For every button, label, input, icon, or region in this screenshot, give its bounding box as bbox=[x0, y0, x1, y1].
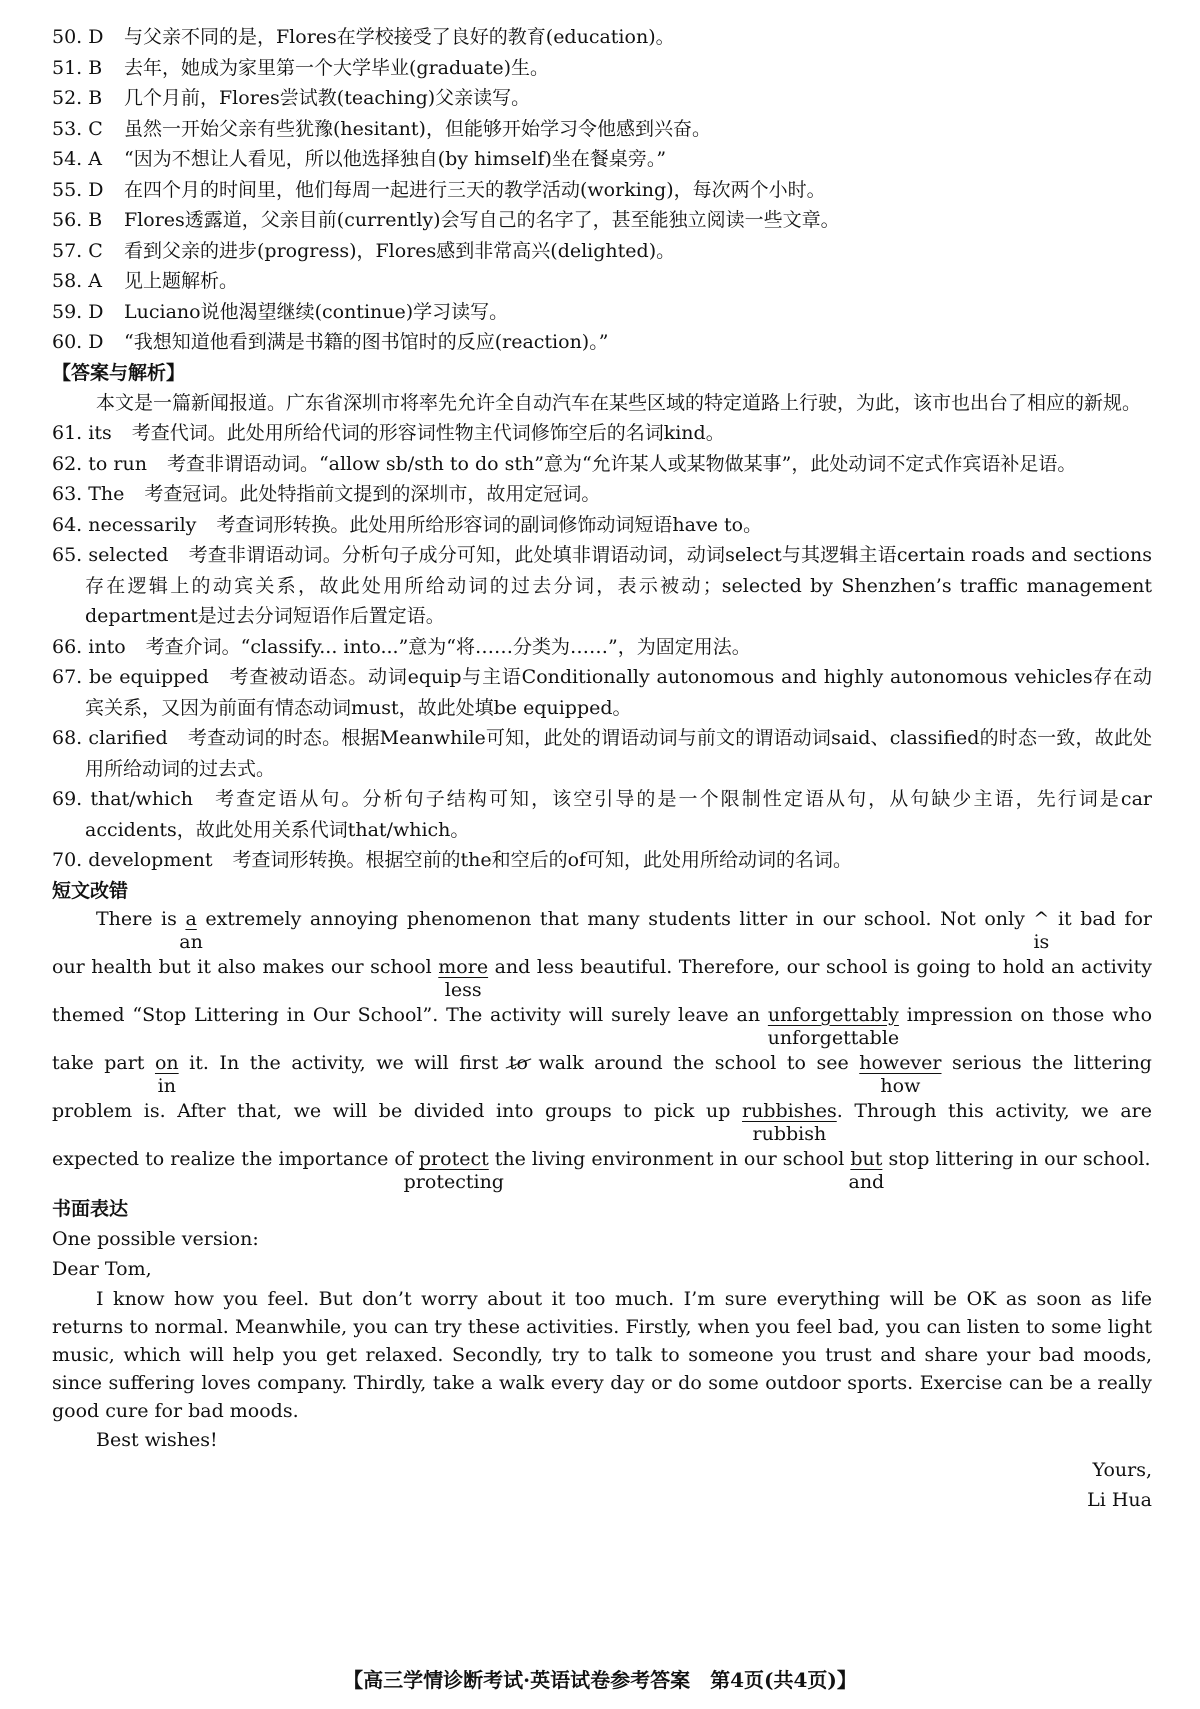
passage-text: extremely annoying phenomenon that many students litter in our school. Not only bbox=[205, 907, 1025, 930]
passage-text: serious the littering bbox=[952, 1051, 1152, 1074]
answer-item bbox=[52, 784, 1152, 845]
passage-text: the living environment in our school bbox=[494, 1147, 845, 1170]
answer-row bbox=[52, 114, 1152, 145]
answer-item bbox=[52, 540, 1152, 632]
answer-item bbox=[52, 510, 1152, 541]
error-correction-section bbox=[52, 876, 1152, 1194]
answer-item bbox=[52, 449, 1152, 480]
answer-tag: 65. selected bbox=[52, 544, 169, 566]
letter-body: I know how you feel. But don’t worry about it too much. I’m sure everything will be OK as soon as life returns to normal. Meanwhile, you can try these activities. Firstly, when you feel bad, you can listen to some light music, which will help you get relaxed. Secondly, try to talk to someone you trust and share your bad moods, since suffering loves company. Thirdly, take a walk every day or do some outdoor sports. Exercise can be a really good cure for bad moods. bbox=[52, 1287, 1152, 1422]
passage-text: and less beautiful. Therefore, our school is going to hold an activity bbox=[494, 955, 1153, 978]
answer-row bbox=[52, 266, 1152, 297]
passage-intro: 本文是一篇新闻报道。广东省深圳市将率先允许全自动汽车在某些区域的特定道路上行驶，为此，该市也出台了相应的新规。 bbox=[96, 391, 1142, 414]
error-word bbox=[859, 1050, 942, 1097]
letter-greeting: Dear Tom, bbox=[52, 1258, 152, 1280]
correction-word: in bbox=[157, 1074, 176, 1097]
answer-row bbox=[52, 327, 1152, 358]
answer-item bbox=[52, 662, 1152, 723]
correction-word: less bbox=[444, 978, 482, 1001]
error-word-text: but bbox=[850, 1147, 883, 1170]
answer-explanation: 看到父亲的进步(progress)，Flores感到非常高兴(delighted)。 bbox=[124, 239, 676, 262]
page-footer: 【高三学情诊断考试·英语试卷参考答案 第4页(共4页)】 bbox=[343, 1668, 857, 1692]
passage-text: our health but it also makes our school bbox=[52, 955, 432, 978]
passage-text: it bad for bbox=[1057, 907, 1152, 930]
correction-word: an bbox=[179, 930, 203, 953]
answer-row bbox=[52, 53, 1152, 84]
passage-text: There is bbox=[96, 907, 177, 930]
answer-number: 56. B bbox=[52, 209, 103, 231]
error-word-text: a bbox=[185, 907, 197, 930]
letter-closing: Best wishes! bbox=[96, 1428, 218, 1451]
answer-explanation: 考查定语从句。分析句子结构可知，该空引导的是一个限制性定语从句，从句缺少主语，先行词是car accidents，故此处用关系代词that/which。 bbox=[85, 788, 1152, 841]
answer-tag: 64. necessarily bbox=[52, 513, 197, 536]
answer-number: 58. A bbox=[52, 270, 102, 292]
answer-explanation: 考查非谓语动词。分析句子成分可知，此处填非谓语动词，动词select与其逻辑主语certain roads and sections存在逻辑上的动宾关系，故此处用所给动词的过去分词，表示被动；selected by Shenzhen’s traffic management department是过去分词短语作后置定语。 bbox=[85, 544, 1152, 627]
insert-caret bbox=[1033, 906, 1050, 953]
correction-word: and bbox=[848, 1170, 885, 1193]
answer-tag: 69. that/which bbox=[52, 788, 194, 810]
answer-explanation: 考查非谓语动词。“allow sb/sth to do sth”意为“允许某人或某物做某事”，此处动词不定式作宾语补足语。 bbox=[166, 452, 1077, 475]
answer-explanation: 见上题解析。 bbox=[124, 270, 239, 292]
answer-explanation: 考查代词。此处用所给代词的形容词性物主代词修饰空后的名词kind。 bbox=[131, 422, 725, 444]
correction-line bbox=[52, 906, 1152, 953]
answer-explanation: 在四个月的时间里，他们每周一起进行三天的教学活动(working)，每次两个小时。 bbox=[124, 178, 826, 201]
answer-number: 55. D bbox=[52, 178, 104, 201]
correction-word: rubbish bbox=[752, 1122, 827, 1145]
error-word-text: rubbishes bbox=[742, 1099, 837, 1122]
correction-line bbox=[52, 1002, 1153, 1049]
answer-row bbox=[52, 22, 1152, 53]
answer-explanation: 考查被动语态。动词equip与主语Conditionally autonomous and highly autonomous vehicles存在动宾关系，又因为前面有情态动词must，故此处填be equipped。 bbox=[85, 666, 1152, 719]
answer-explanation: 考查冠词。此处特指前文提到的深圳市，故用定冠词。 bbox=[144, 483, 601, 505]
answer-number: 57. C bbox=[52, 239, 103, 262]
error-word-text: more bbox=[438, 955, 489, 978]
section-heading: 书面表达 bbox=[52, 1197, 129, 1220]
answer-row bbox=[52, 83, 1152, 114]
passage-text: take part bbox=[52, 1051, 145, 1074]
answer-tag: 61. its bbox=[52, 422, 112, 444]
error-word bbox=[438, 954, 489, 1001]
answer-tag: 67. be equipped bbox=[52, 666, 209, 688]
answer-explanation: 考查介词。“classify... into...”意为“将……分类为……”，为固定用法。 bbox=[145, 635, 751, 658]
passage-text: it. In the activity, we will first bbox=[189, 1051, 499, 1074]
answer-row bbox=[52, 175, 1152, 206]
correction-word: is bbox=[1033, 930, 1050, 953]
correction-word: protecting bbox=[403, 1170, 504, 1193]
error-word bbox=[154, 1050, 179, 1097]
correction-line bbox=[52, 1098, 1152, 1145]
answer-number: 54. A bbox=[52, 148, 102, 170]
error-word-text: on bbox=[154, 1051, 179, 1074]
passage-text: stop littering in our school. bbox=[888, 1147, 1151, 1170]
page-content bbox=[52, 22, 1152, 1515]
error-word-text: unforgettably bbox=[767, 1003, 899, 1026]
correction-line bbox=[52, 1050, 1152, 1097]
answers-61-70 bbox=[52, 358, 1152, 876]
section-heading: 短文改错 bbox=[52, 879, 129, 902]
answer-explanation: 考查动词的时态。根据Meanwhile可知，此处的谓语动词与前文的谓语动词said、classified的时态一致，故此处用所给动词的过去式。 bbox=[85, 727, 1152, 780]
answer-tag: 70. development bbox=[52, 849, 213, 871]
answer-row bbox=[52, 297, 1152, 328]
answer-row bbox=[52, 236, 1152, 267]
answer-explanation: “我想知道他看到满是书籍的图书馆时的反应(reaction)。” bbox=[124, 331, 609, 353]
version-label: One possible version: bbox=[52, 1227, 259, 1250]
answer-explanation: 考查词形转换。根据空前的the和空后的of可知，此处用所给动词的名词。 bbox=[232, 849, 853, 871]
answer-number: 59. D bbox=[52, 300, 104, 323]
passage-text: . Through this activity, we are bbox=[836, 1099, 1152, 1122]
correction-word: unforgettable bbox=[767, 1026, 900, 1049]
error-word bbox=[848, 1146, 885, 1193]
passage-text: problem is. After that, we will be divided into groups to pick up bbox=[52, 1099, 731, 1122]
answer-number: 51. B bbox=[52, 56, 103, 79]
passage-text: expected to realize the importance of bbox=[52, 1147, 413, 1170]
answer-tag: 62. to run bbox=[52, 452, 147, 475]
answer-tag: 63. The bbox=[52, 483, 125, 505]
passage-text: walk around the school to see bbox=[538, 1051, 849, 1074]
writing-section bbox=[52, 1194, 1152, 1516]
letter-sign-yours: Yours, bbox=[1092, 1459, 1152, 1481]
answer-explanation: 去年，她成为家里第一个大学毕业(graduate)生。 bbox=[124, 56, 550, 79]
answer-explanation: Flores透露道，父亲目前(currently)会写自己的名字了，甚至能独立阅读一些文章。 bbox=[124, 209, 840, 231]
answer-item bbox=[52, 418, 1152, 449]
error-word-text: however bbox=[859, 1051, 942, 1074]
deleted-word: to bbox=[509, 1050, 528, 1077]
error-word bbox=[767, 1002, 900, 1049]
answers-50-60 bbox=[52, 22, 1152, 358]
answer-explanation: Luciano说他渴望继续(continue)学习读写。 bbox=[124, 300, 509, 323]
error-word-text: protect bbox=[418, 1147, 489, 1170]
answer-explanation: 与父亲不同的是，Flores在学校接受了良好的教育(education)。 bbox=[124, 26, 675, 48]
answer-tag: 66. into bbox=[52, 635, 126, 658]
answer-explanation: “因为不想让人看见，所以他选择独自(by himself)坐在餐桌旁。” bbox=[124, 148, 667, 170]
letter-sign-name: Li Hua bbox=[1087, 1489, 1152, 1511]
answer-row bbox=[52, 144, 1152, 175]
answer-explanation: 虽然一开始父亲有些犹豫(hesitant)，但能够开始学习令他感到兴奋。 bbox=[124, 117, 711, 140]
passage-text: impression on those who bbox=[906, 1003, 1153, 1026]
answer-explanation: 几个月前，Flores尝试教(teaching)父亲读写。 bbox=[124, 87, 531, 109]
correction-word: how bbox=[880, 1074, 921, 1097]
error-word bbox=[742, 1098, 837, 1145]
section-heading: 【答案与解析】 bbox=[52, 361, 186, 384]
answer-row bbox=[52, 205, 1152, 236]
error-word bbox=[403, 1146, 504, 1193]
passage-text: themed “Stop Littering in Our School”. The activity will surely leave an bbox=[52, 1003, 761, 1026]
caret-mark: ^ bbox=[1033, 907, 1050, 930]
error-word bbox=[179, 906, 203, 953]
correction-line bbox=[52, 954, 1153, 1001]
answer-tag: 68. clarified bbox=[52, 727, 168, 749]
answer-explanation: 考查词形转换。此处用所给形容词的副词修饰动词短语have to。 bbox=[216, 513, 763, 536]
answer-item bbox=[52, 632, 1152, 663]
answer-number: 60. D bbox=[52, 331, 104, 353]
answer-number: 50. D bbox=[52, 26, 104, 48]
answer-item bbox=[52, 845, 1152, 876]
answer-item bbox=[52, 723, 1152, 784]
correction-line bbox=[52, 1146, 1152, 1193]
answer-number: 52. B bbox=[52, 87, 103, 109]
answer-item bbox=[52, 479, 1152, 510]
answer-number: 53. C bbox=[52, 117, 103, 140]
